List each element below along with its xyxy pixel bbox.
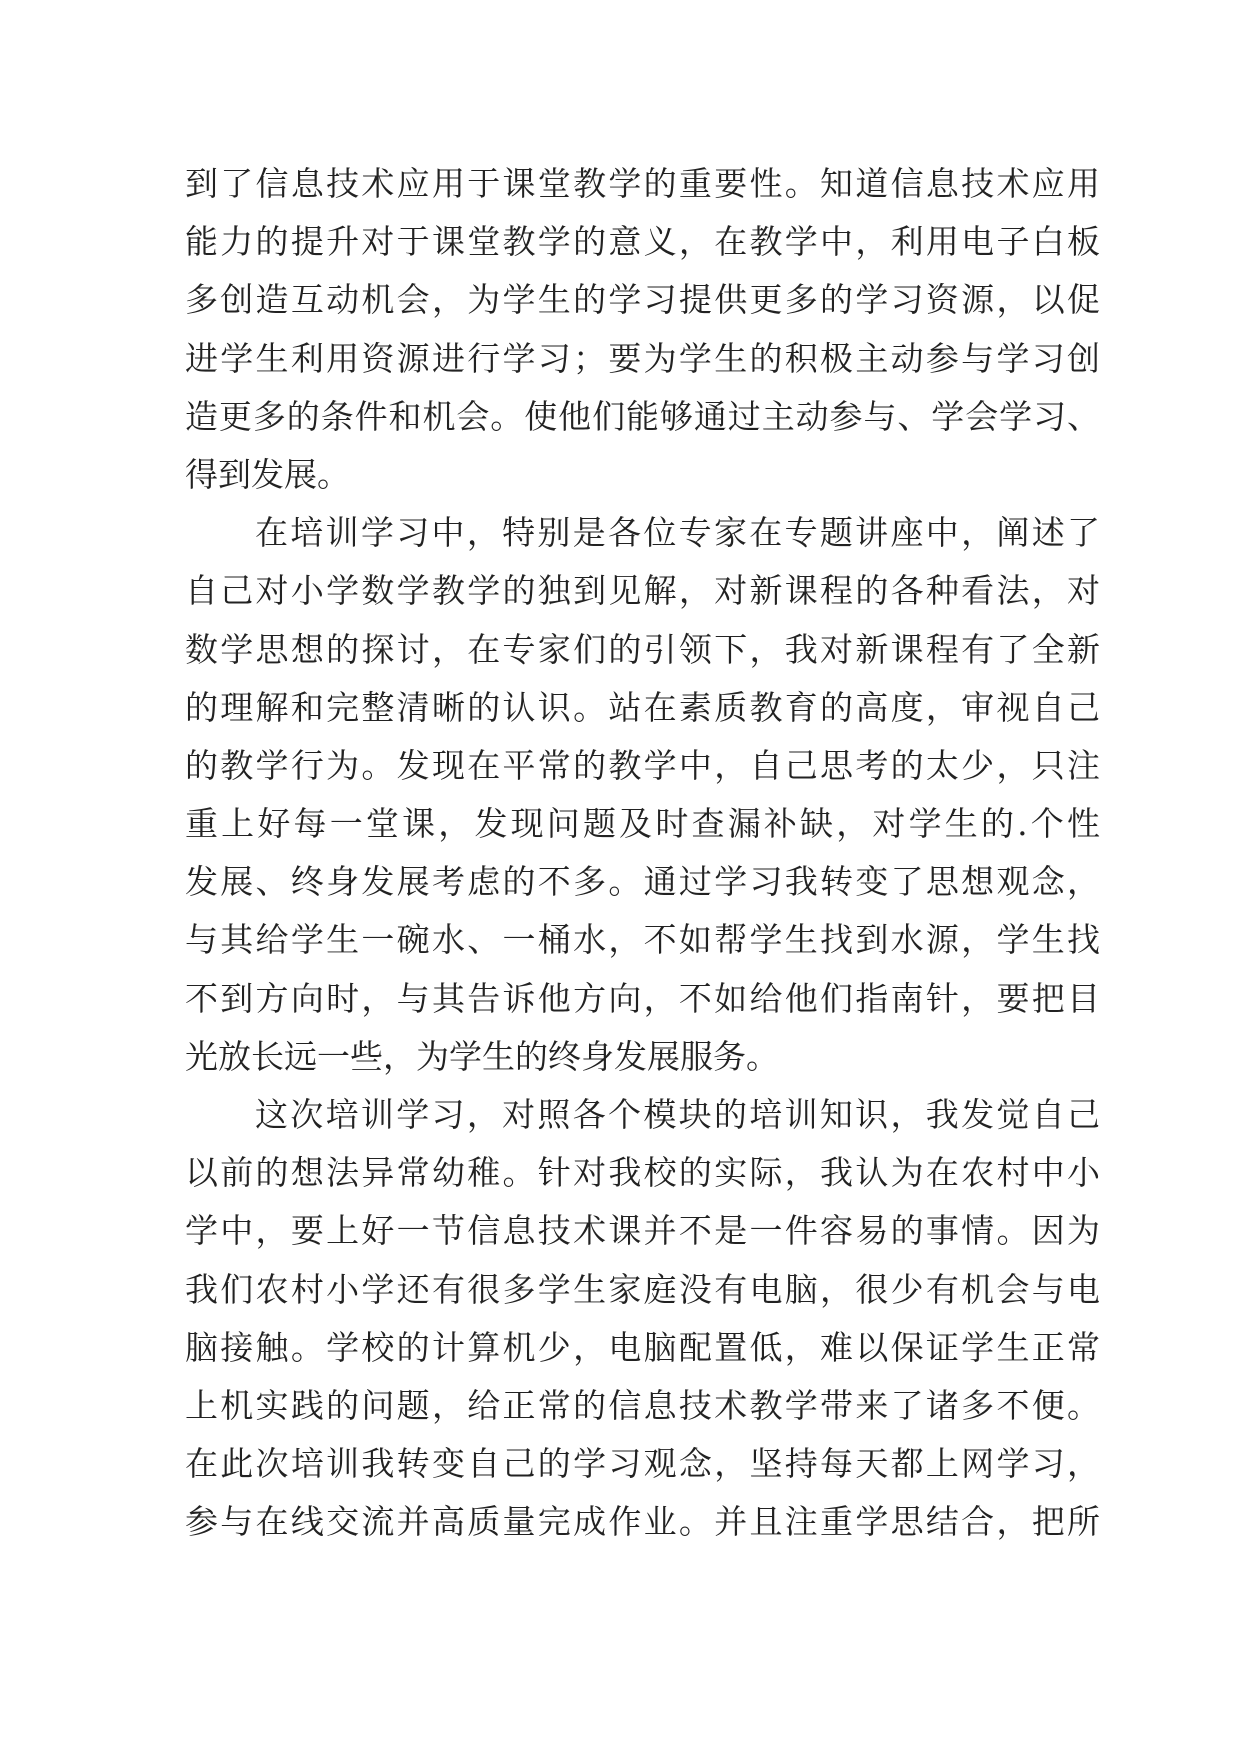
text-line: 学中，要上好一节信息技术课并不是一件容易的事情。因为 (185, 1211, 1100, 1251)
text-line: 以前的想法异常幼稚。针对我校的实际，我认为在农村中小 (185, 1153, 1100, 1193)
text-line: 这次培训学习，对照各个模块的培训知识，我发觉自己 (255, 1095, 1100, 1134)
text-line: 进学生利用资源进行学习；要为学生的积极主动参与学习创 (185, 338, 1100, 378)
text-line: 在此次培训我转变自己的学习观念，坚持每天都上网学习， (185, 1444, 1100, 1484)
text-line: 重上好每一堂课，发现问题及时查漏补缺，对学生的.个性 (185, 804, 1100, 844)
paragraph (185, 155, 1100, 504)
text-line: 造更多的条件和机会。使他们能够通过主动参与、学会学习、 (185, 396, 1100, 436)
text-line: 不到方向时，与其告诉他方向，不如给他们指南针，要把目 (185, 978, 1100, 1018)
text-line: 数学思想的探讨，在专家们的引领下，我对新课程有了全新 (185, 629, 1100, 669)
text-line: 脑接触。学校的计算机少，电脑配置低，难以保证学生正常 (185, 1327, 1100, 1367)
text-line: 光放长远一些，为学生的终身发展服务。 (185, 1036, 779, 1076)
text-line: 得到发展。 (185, 454, 350, 494)
text-line: 发展、终身发展考虑的不多。通过学习我转变了思想观念， (185, 862, 1100, 902)
paragraph (185, 1086, 1100, 1552)
text-line: 参与在线交流并高质量完成作业。并且注重学思结合，把所 (185, 1502, 1100, 1542)
text-line: 我们农村小学还有很多学生家庭没有电脑，很少有机会与电 (185, 1269, 1100, 1309)
text-line: 上机实践的问题，给正常的信息技术教学带来了诸多不便。 (185, 1385, 1100, 1425)
text-line: 在培训学习中，特别是各位专家在专题讲座中，阐述了 (255, 513, 1100, 553)
paragraph (185, 504, 1100, 1086)
text-line: 的理解和完整清晰的认识。站在素质教育的高度，审视自己 (185, 687, 1100, 727)
text-line: 到了信息技术应用于课堂教学的重要性。知道信息技术应用 (185, 164, 1100, 203)
text-line: 自己对小学数学教学的独到见解，对新课程的各种看法，对 (185, 571, 1100, 611)
text-line: 的教学行为。发现在平常的教学中，自己思考的太少，只注 (185, 745, 1100, 785)
text-line: 与其给学生一碗水、一桶水，不如帮学生找到水源，学生找 (185, 920, 1100, 960)
text-line: 能力的提升对于课堂教学的意义，在教学中，利用电子白板 (185, 222, 1100, 262)
document-text-block (185, 155, 1100, 1552)
text-line: 多创造互动机会，为学生的学习提供更多的学习资源，以促 (185, 280, 1100, 320)
